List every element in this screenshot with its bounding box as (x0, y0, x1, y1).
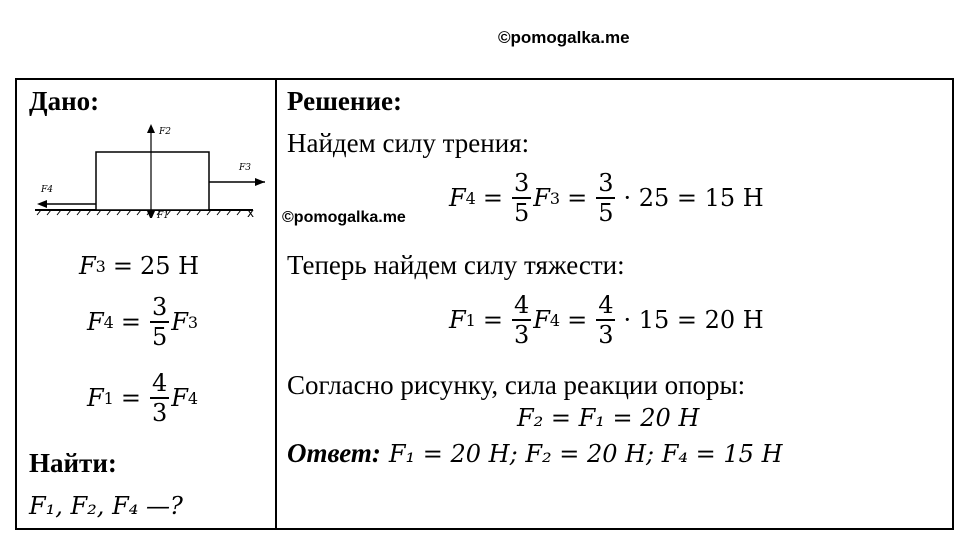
solution-table (15, 78, 954, 530)
step2-equation: F 1 = $\frac{4}{3}$ F 4 = $\frac{4}{3}$ · 15 = 20 Н (449, 291, 764, 349)
find-expression: F₁, F₂, F₄ —? (29, 492, 183, 520)
friction-arrow-head (37, 200, 47, 208)
x-axis-label: x (247, 206, 255, 218)
step2-text: Теперь найдем силу тяжести: (287, 250, 625, 280)
step3-text: Согласно рисунку, сила реакции опоры: (287, 370, 746, 400)
solution-header: Решение: (287, 86, 402, 116)
label-f4: F4 (41, 185, 53, 195)
step3-equation: F₂ = F₁ = 20 Н (517, 404, 700, 432)
label-f2: F2 (159, 127, 171, 137)
label-f1: F1 (157, 211, 169, 218)
step1-text: Найдем силу трения: (287, 128, 530, 158)
force-diagram (33, 118, 265, 218)
watermark-middle: ©pomogalka.me (282, 209, 406, 226)
watermark-top: ©pomogalka.me (498, 28, 630, 47)
given-f3: F 3 = 25 Н (79, 252, 200, 280)
answer-label: Ответ: (287, 438, 381, 468)
given-f1: F 1 = $\frac{4}{3}$ F 4 (87, 369, 199, 427)
given-f4: F 4 = $\frac{3}{5}$ F 3 (87, 293, 199, 351)
block (96, 152, 209, 210)
step1-equation: F 4 = $\frac{3}{5}$ F 3 = $\frac{3}{5}$ · 25 = 15 Н (449, 169, 764, 227)
column-divider (275, 80, 277, 528)
arrow-up-head (147, 124, 155, 133)
pull-arrow-head (255, 178, 265, 186)
label-f3: F3 (239, 163, 251, 173)
find-header: Найти: (29, 448, 117, 478)
given-header: Дано: (29, 86, 100, 116)
arrow-down-head (147, 211, 155, 218)
answer-value: F₁ = 20 Н; F₂ = 20 Н; F₄ = 15 Н (388, 439, 783, 468)
answer-line (287, 438, 783, 469)
